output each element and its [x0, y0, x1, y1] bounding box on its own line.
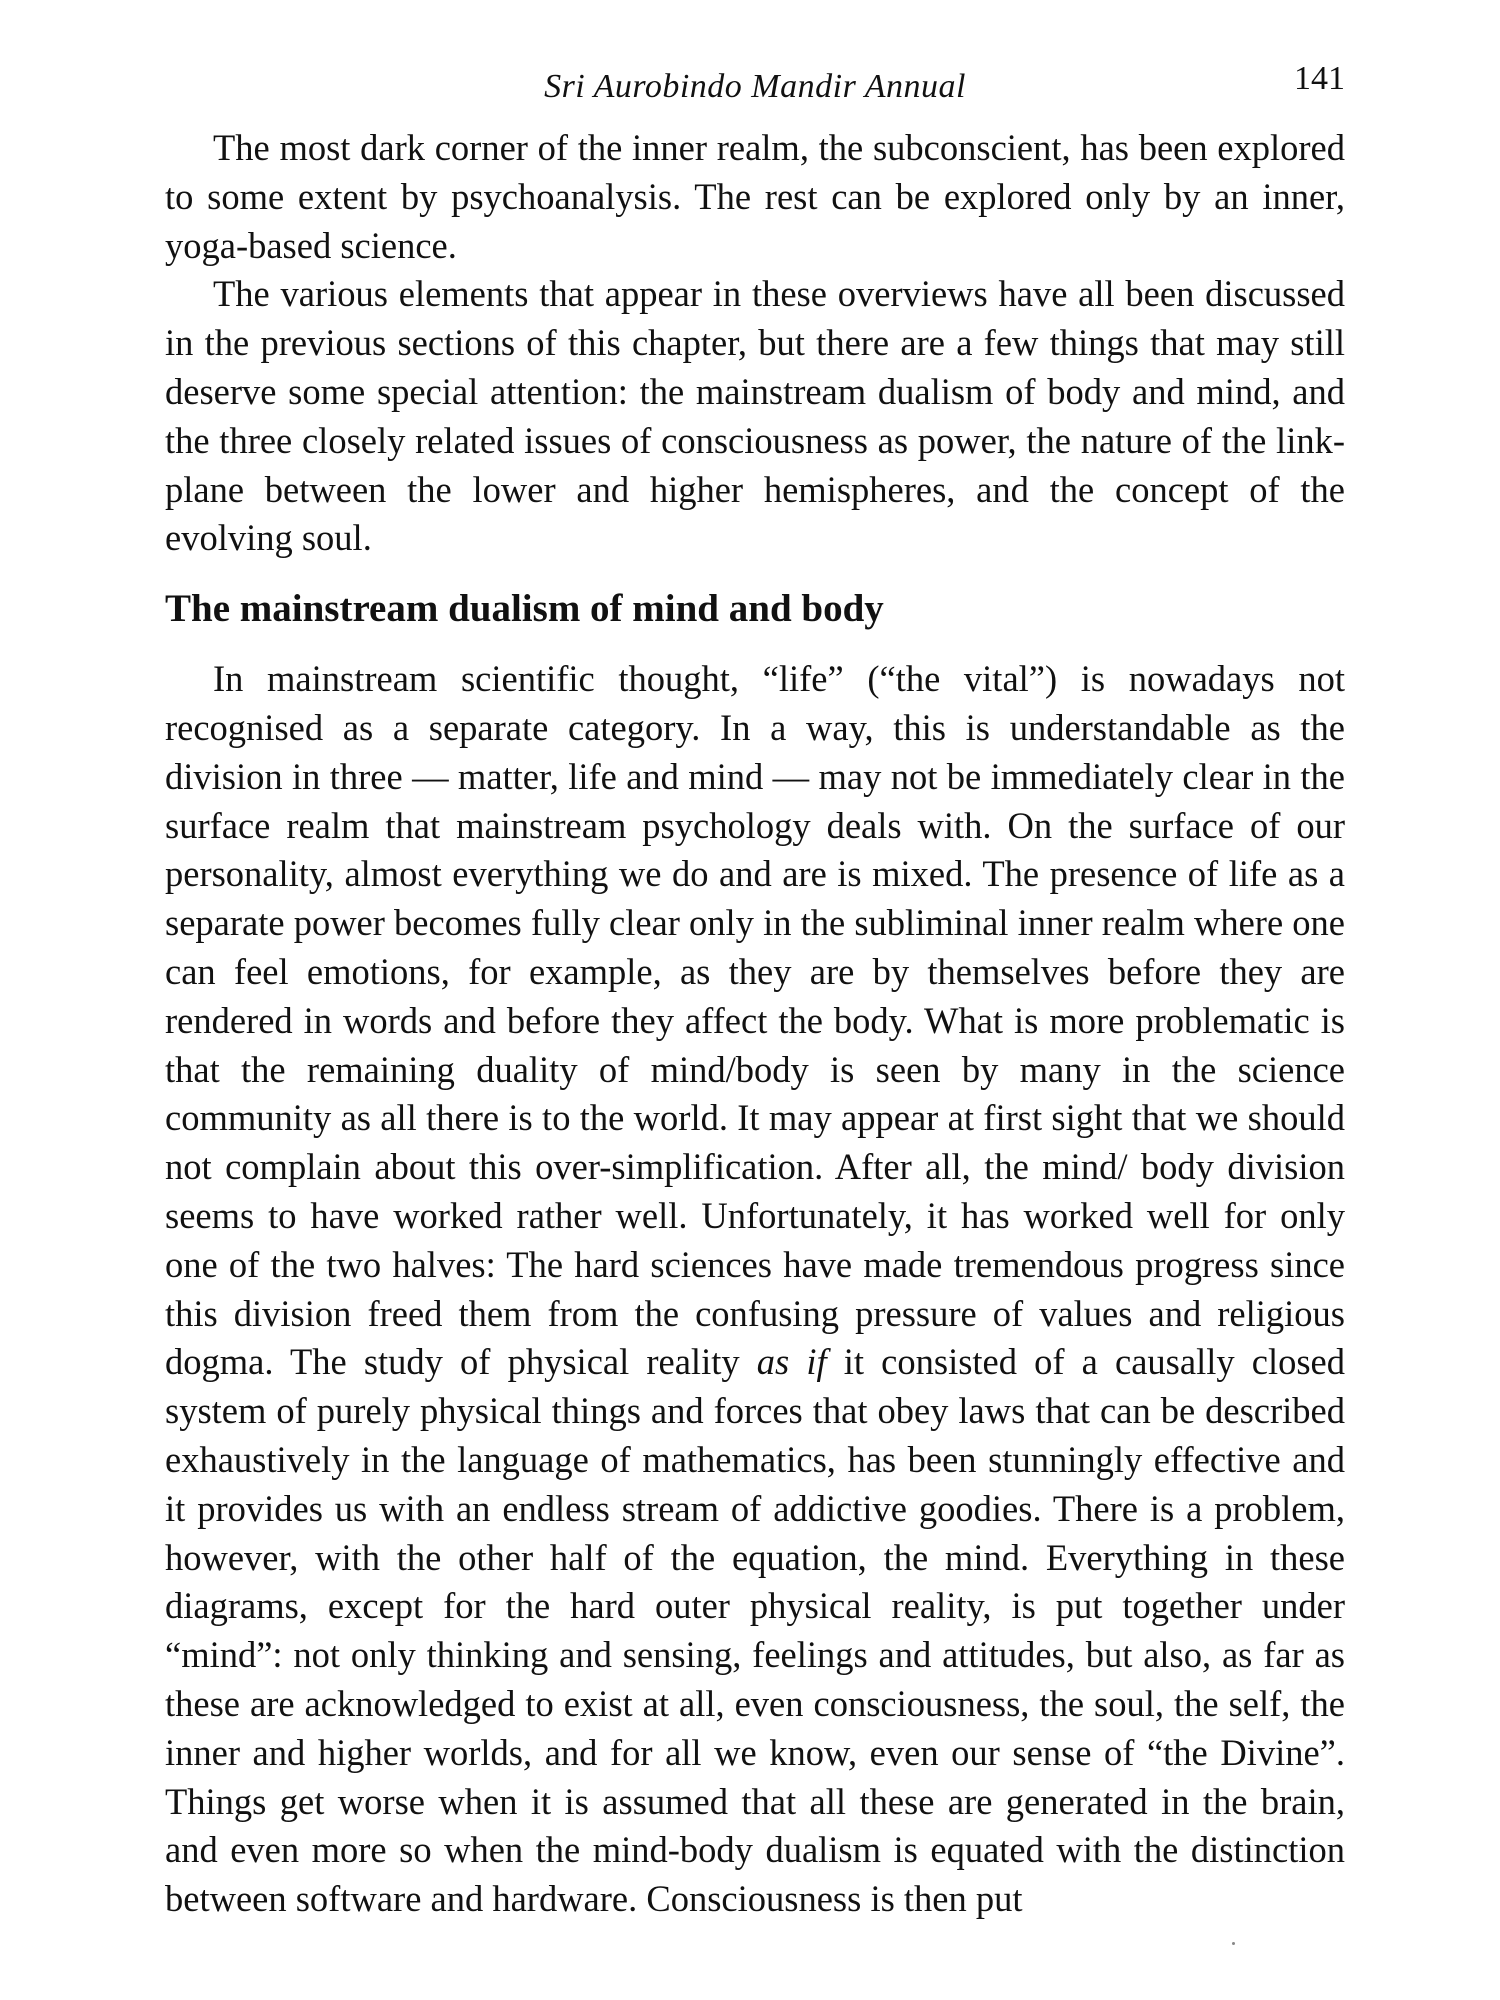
book-page — [165, 60, 1345, 1960]
section-heading: The mainstream dualism of mind and body — [165, 587, 884, 631]
page-number: 141 — [1294, 60, 1345, 97]
paragraph-text-part-2: it consisted of a causally closed system of purely physical things and forces that obey laws that can be described exhaustively in the language of mathematics, has been stunningly effective and it provides us with an endless stream of addictive goodies. There is a problem, however, with the other half of the equation, the mind. Everything in these diagrams, except for the hard outer physical reality, is put together under “mind”: not only thinking and sensing, feelings and attitudes, but also, as far as these are acknowledged to exist at all, even consciousness, the soul, the self, the inner and higher worlds, and for all we know, even our sense of “the Divine”. Things get worse when it is assumed that all these are generated in the brain, and even more so when the mind-body dualism is equated with the distinction between software and hardware. Consciousness is then put — [165, 1341, 1345, 1920]
paragraph-subconscient: The most dark corner of the inner realm, the subconscient, has been explored to some extent by psychoanalysis. The rest can be explored only by an inner, yoga-based science. — [165, 127, 1345, 266]
paragraph-mainstream-dualism — [165, 655, 1345, 1924]
paragraph-text-part-1: In mainstream scientific thought, “life” (“the vital”) is nowadays not recognised as a separate category. In a way, this is understandable as the division in three — matter, life and mind — may not be immediately clear in the surface realm that mainstream psychology deals with. On the surface of our personality, almost everything we do and are is mixed. The presence of life as a separate power becomes fully clear only in the subliminal inner realm where one can feel emotions, for example, as they are by themselves before they are rendered in words and before they affect the body. What is more problematic is that the remaining duality of mind/body is seen by many in the science community as all there is to the world. It may appear at first sight that we should not complain about this over-simplification. After all, the mind/ body division seems to have worked rather well. Unfortunately, it has worked well for only one of the two halves: The hard sciences have made tremendous progress since this division freed them from the confusing pressure of values and religious dogma. The study of physical reality — [165, 658, 1345, 1383]
paragraph-overview-elements: The various elements that appear in these overviews have all been discussed in the previous sections of this chapter, but there are a few things that may still deserve some special attention: the mainstream dualism of body and mind, and the three closely related issues of consciousness as power, the nature of the link-plane between the lower and higher hemispheres, and the concept of the evolving soul. — [165, 273, 1345, 559]
print-speck — [1232, 1942, 1235, 1945]
running-title: Sri Aurobindo Mandir Annual — [544, 68, 966, 105]
italic-phrase: as if — [756, 1341, 827, 1383]
running-head — [165, 60, 1345, 110]
